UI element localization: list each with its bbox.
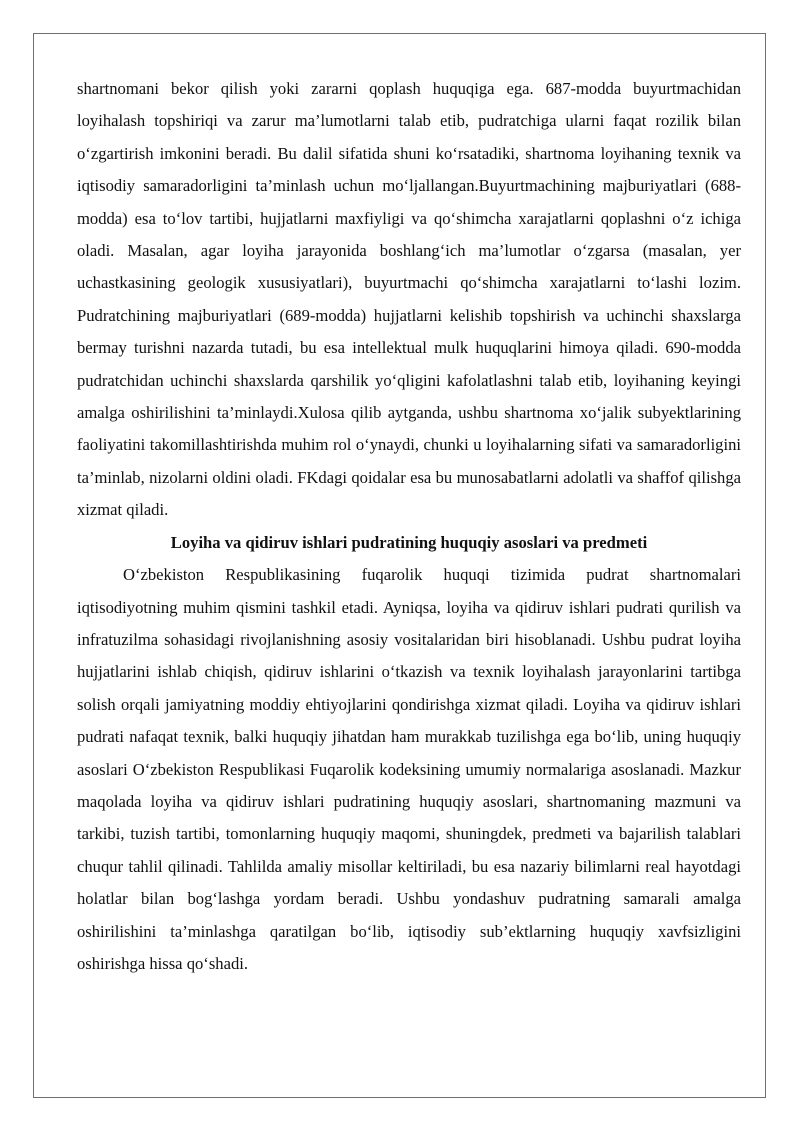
body-paragraph-2: O‘zbekiston Respublikasining fuqarolik huquqi tizimida pudrat shartnomalari iqtisodiyotning muhim qismini tashkil etadi. Ayniqsa, loyiha va qidiruv ishlari pudrati qurilish va infratuzilma sohasidagi rivojlanishning asosiy vositalaridan biri hisoblanadi. Ushbu pudrat loyiha hujjatlarini ishlab chiqish, qidiruv ishlarini o‘tkazish va texnik loyihalash jarayonlarini tartibga solish orqali jamiyatning moddiy ehtiyojlarini qondirishga xizmat qiladi. Loyiha va qidiruv ishlari pudrati nafaqat texnik, balki huquqiy jihatdan ham murakkab tuzilishga ega bo‘lib, uning huquqiy asoslari O‘zbekiston Respublikasi Fuqarolik kodeksining umumiy normalariga asoslanadi. Mazkur maqolada loyiha va qidiruv ishlari pudratining huquqiy asoslari, shartnomaning mazmuni va tarkibi, tuzish tartibi, tomonlarning huquqiy maqomi, shuningdek, predmeti va bajarilish talablari chuqur tahlil qilinadi. Tahlilda amaliy misollar keltiriladi, bu esa nazariy bilimlarni real hayotdagi holatlar bilan bog‘lashga yordam beradi. Ushbu yondashuv pudratning samarali amalga oshirilishini ta’minlashga qaratilgan bo‘lib, iqtisodiy sub’ektlarning huquqiy xavfsizligini oshirishga hissa qo‘shadi.	[77, 565, 741, 973]
section-heading: Loyiha va qidiruv ishlari pudratining huquqiy asoslari va predmeti	[170, 532, 648, 552]
body-paragraph-1: shartnomani bekor qilish yoki zararni qoplash huquqiga ega. 687-modda buyurtmachidan loyihalash topshiriqi va zarur ma’lumotlarni talab etib, pudratchiga ularni faqat rozilik bilan o‘zgartirish imkonini beradi. Bu dalil sifatida shuni ko‘rsatadiki, shartnoma loyihaning texnik va iqtisodiy samaradorligini ta’minlash uchun mo‘ljallangan.Buyurtmachining majburiyatlari (688-modda) esa to‘lov tartibi, hujjatlarni maxfiyligi va qo‘shimcha xarajatlarni qoplashni o‘z ichiga oladi. Masalan, agar loyiha jarayonida boshlang‘ich ma’lumotlar o‘zgarsa (masalan, yer uchastkasining geologik xususiyatlari), buyurtmachi qo‘shimcha xarajatlarni to‘lashi lozim. Pudratchining majburiyatlari (689-modda) hujjatlarni kelishib topshirish va uchinchi shaxslarga bermay turishni nazarda tutadi, bu esa intellektual mulk huquqlarini himoya qiladi. 690-modda pudratchidan uchinchi shaxslarda qarshilik yo‘qligini kafolatlashni talab etib, loyihaning keyingi amalga oshirilishini ta’minlaydi.Xulosa qilib aytganda, ushbu shartnoma xo‘jalik subyektlarining faoliyatini takomillashtirishda muhim rol o‘ynaydi, chunki u loyihalarning sifati va samaradorligini ta’minlab, nizolarni oldini oladi. FKdagi qoidalar esa bu munosabatlarni adolatli va shaffof qilishga xizmat qiladi.	[77, 79, 741, 520]
document-body	[77, 73, 741, 980]
